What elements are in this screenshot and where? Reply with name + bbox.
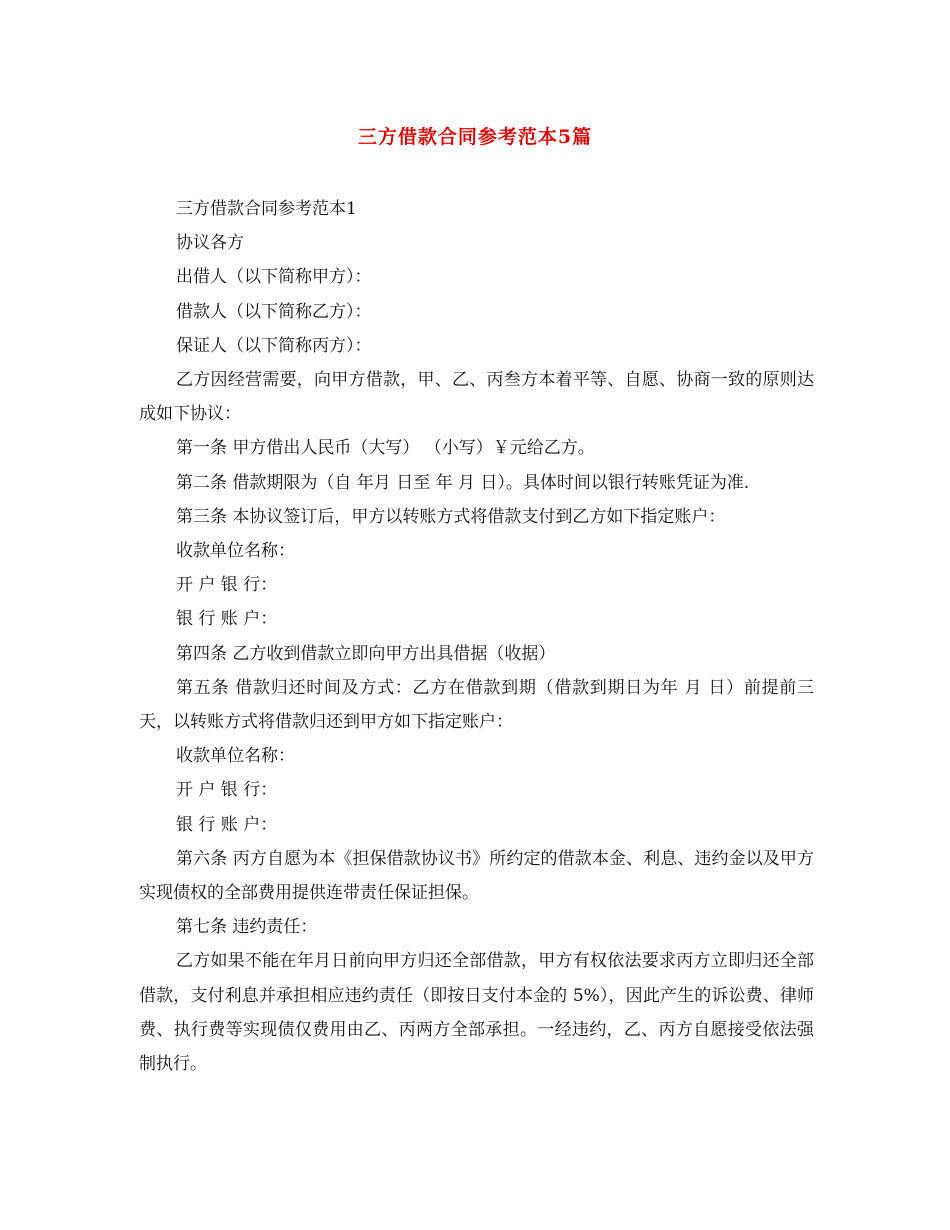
paragraph: 银 行 账 户： bbox=[176, 814, 278, 835]
paragraph: 协议各方 bbox=[176, 233, 244, 254]
paragraph: 第一条 甲方借出人民币（大写） （小写）￥元给乙方。 bbox=[176, 438, 595, 459]
paragraph: 三方借款合同参考范本1 bbox=[176, 199, 357, 219]
paragraph: 银 行 账 户： bbox=[176, 609, 278, 630]
paragraph: 第六条 丙方自愿为本《担保借款协议书》所约定的借款本金、利息、违约金以及甲方实现债权的全部费用提供连带责任保证担保。 bbox=[139, 848, 814, 904]
paragraph: 乙方如果不能在年月日前向甲方归还全部借款，甲方有权依法要求丙方立即归还全部借款，支付利息并承担相应违约责任（即按日支付本金的 5%），因此产生的诉讼费、律师费、执行费等实现债仅费用由乙、丙两方全部承担。一经违约，乙、丙方自愿接受依法强制执行。 bbox=[139, 951, 814, 1075]
paragraph: 第四条 乙方收到借款立即向甲方出具借据（收据） bbox=[176, 643, 556, 664]
paragraph: 开 户 银 行： bbox=[176, 780, 278, 801]
paragraph: 保证人（以下简称丙方）： bbox=[176, 335, 372, 356]
document-body bbox=[139, 192, 814, 1081]
paragraph: 第二条 借款期限为（自 年月 日至 年 月 日）。具体时间以银行转账凭证为准. bbox=[176, 472, 750, 493]
document-title: 三方借款合同参考范本5篇 bbox=[357, 126, 593, 148]
paragraph: 收款单位名称： bbox=[176, 746, 295, 767]
paragraph: 收款单位名称： bbox=[176, 541, 295, 562]
paragraph: 第三条 本协议签订后，甲方以转账方式将借款支付到乙方如下指定账户： bbox=[176, 506, 726, 527]
paragraph: 开 户 银 行： bbox=[176, 575, 278, 596]
paragraph: 第五条 借款归还时间及方式：乙方在借款到期（借款到期日为年 月 日）前提前三天，以转账方式将借款归还到甲方如下指定账户： bbox=[139, 677, 814, 733]
paragraph: 第七条 违约责任： bbox=[176, 917, 318, 938]
paragraph: 出借人（以下简称甲方）： bbox=[176, 267, 372, 288]
paragraph: 借款人（以下简称乙方）： bbox=[176, 301, 372, 322]
paragraph: 乙方因经营需要，向甲方借款，甲、乙、丙叁方本着平等、自愿、协商一致的原则达成如下协议： bbox=[139, 370, 814, 425]
